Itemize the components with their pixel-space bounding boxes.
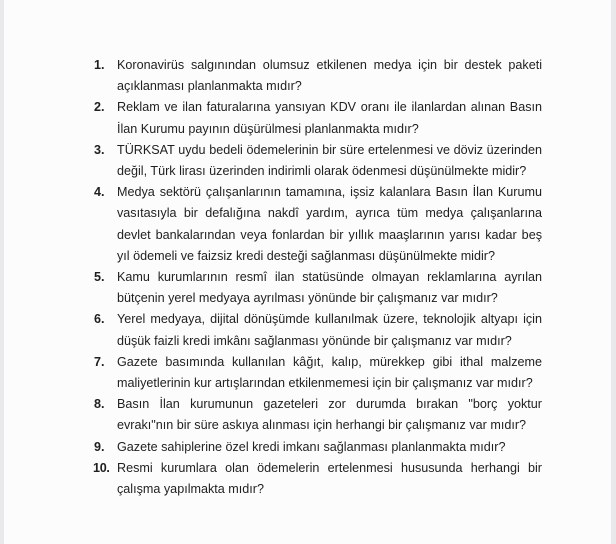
question-text: Resmi kurumlara olan ödemelerin ertelenmesi hususunda herhangi bir çalışma yapılmakta mıdır? [117, 460, 542, 497]
question-item [94, 55, 542, 97]
question-number: 3. [94, 142, 105, 157]
question-item [94, 352, 542, 394]
question-item [94, 140, 542, 182]
question-text: Gazete sahiplerine özel kredi imkanı sağlanması planlanmakta mıdır? [117, 439, 506, 454]
question-item [94, 458, 542, 500]
question-number: 1. [94, 58, 105, 72]
question-text: TÜRKSAT uydu bedeli ödemelerinin bir süre ertelenmesi ve döviz üzerinden değil, Türk lirası üzerinden indirimli olarak ödenmesi düşünülmekte midir? [117, 142, 542, 179]
question-text: Medya sektörü çalışanlarının tamamına, işsiz kalanlara Basın İlan Kurumu vasıtasıyla bir defalığına nakdî yardım, ayrıca tüm medya çalışanlarına devlet bankalarından veya fonlardan bir yıllık maaşlarının yarısı kadar beş yıl ödemeli ve faizsiz kredi desteği sağlanması düşünülmekte midir? [117, 185, 542, 263]
question-number: 8. [94, 397, 105, 412]
question-text: Kamu kurumlarının resmî ilan statüsünde olmayan reklamlarına ayrılan bütçenin yerel medyaya ayrılması yönünde bir çalışmanız var mıdır? [117, 270, 542, 306]
question-number: 4. [94, 185, 105, 200]
question-item [94, 394, 542, 436]
question-item [94, 182, 542, 267]
question-text: Basın İlan kurumunun gazeteleri zor durumda bırakan "borç yoktur evrakı"nın bir süre askıya alınması için herhangi bir çalışmanız var mıdır? [117, 397, 542, 433]
question-text: Gazete basımında kullanılan kâğıt, kalıp, mürekkep gibi ithal malzeme maliyetlerinin kur artışlarından etkilenmemesi için bir çalışmanız var mıdır? [117, 354, 542, 391]
document-page [4, 0, 611, 544]
question-item [94, 267, 542, 309]
question-number: 5. [94, 270, 105, 285]
question-number: 10. [93, 460, 110, 475]
question-text: Yerel medyaya, dijital dönüşümde kullanılmak üzere, teknolojik altyapı için düşük faizli kredi imkânı sağlanması yönünde bir çalışmanız var mıdır? [117, 312, 542, 348]
question-number: 6. [94, 312, 105, 327]
question-number: 7. [94, 354, 105, 369]
question-item [94, 309, 542, 351]
question-text: Koronavirüs salgınından olumsuz etkilenen medya için bir destek paketi açıklanması planlanmakta mıdır? [117, 58, 542, 94]
question-text: Reklam ve ilan faturalarına yansıyan KDV oranı ile ilanlardan alınan Basın İlan Kurumu payının düşürülmesi planlanmakta mıdır? [117, 100, 542, 136]
question-item [94, 437, 542, 458]
question-list [94, 55, 542, 500]
question-item [94, 97, 542, 139]
question-number: 9. [94, 439, 105, 454]
question-number: 2. [94, 100, 105, 115]
